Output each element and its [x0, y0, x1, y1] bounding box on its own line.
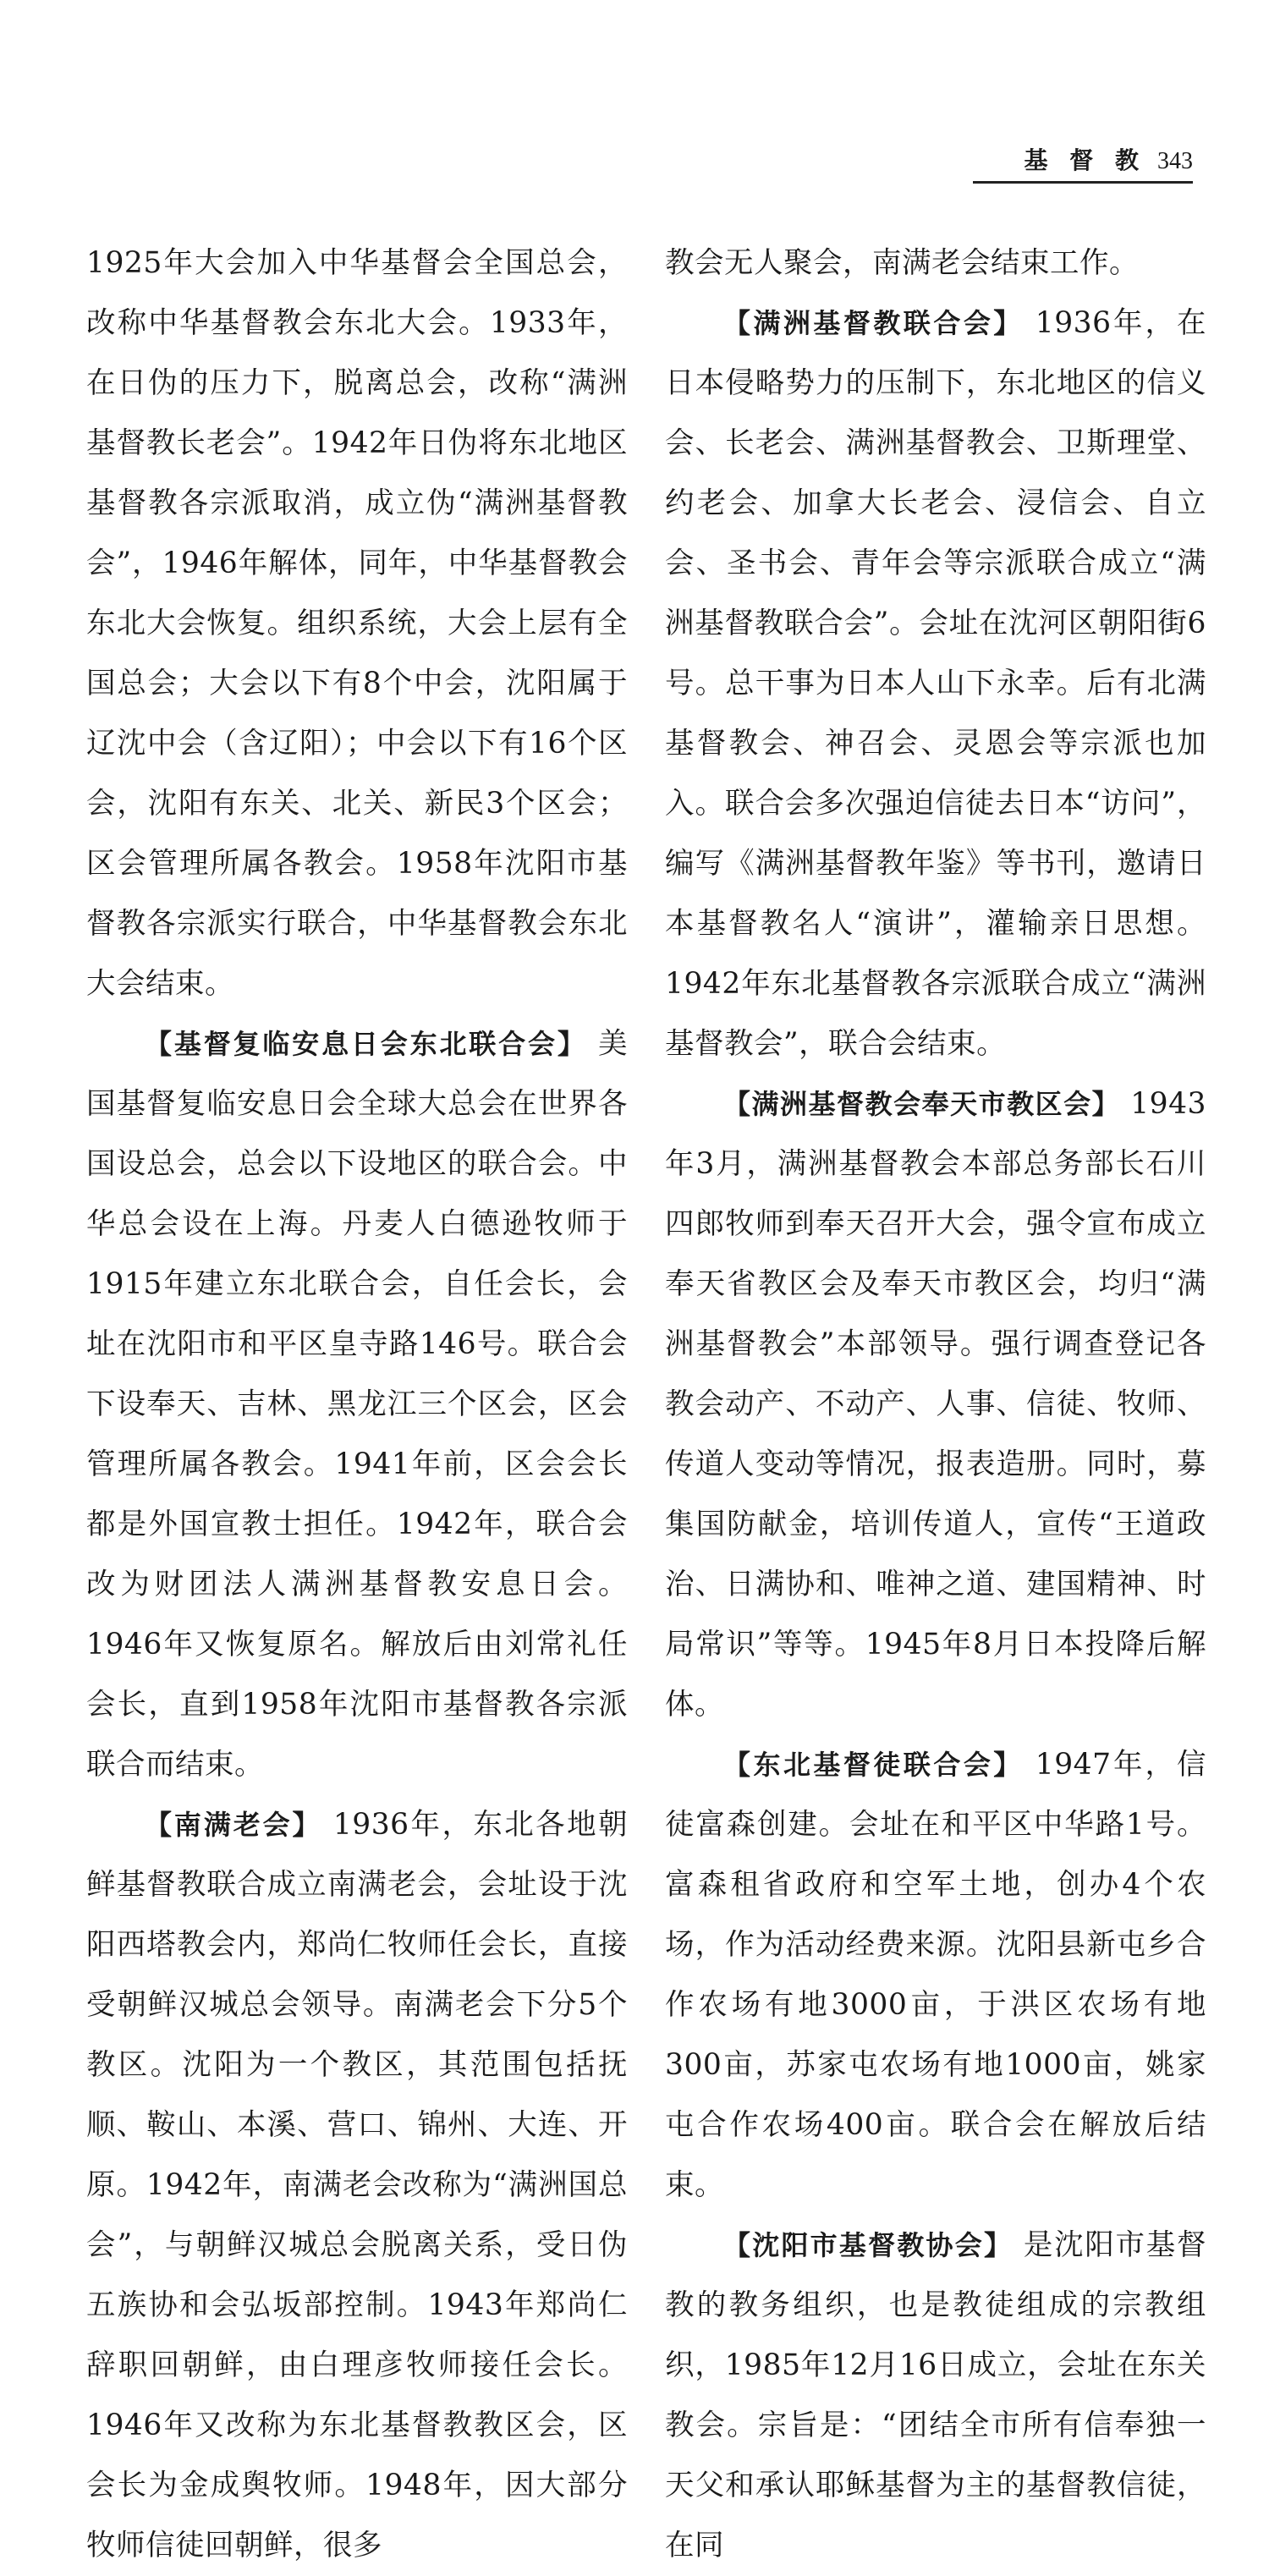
entry-text: 1947年，信徒富森创建。会址在和平区中华路1号。富森租省政府和空军土地，创办4个农场，作为活动经费来源。沈阳县新屯乡合作农场有地3000亩，于洪区农场有地300亩，苏家屯农场有地1000亩，姚家屯合作农场400亩。联合会在解放后结束。 — [665, 1748, 1206, 2202]
entry-heading: 【南满老会】 — [145, 1809, 322, 1841]
entry-text: 1943年3月，满洲基督教会本部总务部长石川四郎牧师到奉天召开大会，强令宣布成立奉天省教区会及奉天市教区会，均归“满洲基督教会”本部领导。强行调查登记各教会动产、不动产、人事、信徒、牧师、传道人变动等情况，报表造册。同时，募集国防献金，培训传道人，宣传“王道政治、日满协和、唯神之道、建国精神、时局常识”等等。1945年8月日本投降后解体。 — [665, 1087, 1206, 1722]
entry-text: 是沈阳市基督教的教务组织，也是教徒组成的宗教组织，1985年12月16日成立，会址在东关教会。宗旨是：“团结全市所有信奉独一天父和承认耶稣基督为主的基督教信徒，在同 — [665, 2228, 1206, 2562]
entry-northeast-christian-union — [665, 1735, 1206, 2216]
entry-text: 1936年，在日本侵略势力的压制下，东北地区的信义会、长老会、满洲基督教会、卫斯理堂、约老会、加拿大长老会、浸信会、自立会、圣书会、青年会等宗派联合成立“满洲基督教联合会”。会址在沈河区朝阳街6号。总干事为日本人山下永幸。后有北满基督教会、神召会、灵恩会等宗派也加入。联合会多次强迫信徒去日本“访问”，编写《满洲基督教年鉴》等书刊，邀请日本基督教名人“演讲”，灌输亲日思想。1942年东北基督教各宗派联合成立“满洲基督教会”，联合会结束。 — [665, 306, 1206, 1061]
continued-paragraph: 1925年大会加入中华基督会全国总会，改称中华基督教会东北大会。1933年，在日伪的压力下，脱离总会，改称“满洲基督教长老会”。1942年日伪将东北地区基督教各宗派取消，成立伪“满洲基督教会”，1946年解体，同年，中华基督教会东北大会恢复。组织系统，大会上层有全国总会；大会以下有8个中会，沈阳属于辽沈中会（含辽阳）；中会以下有16个区会，沈阳有东关、北关、新民3个区会；区会管理所属各教会。1958年沈阳市基督教各宗派实行联合，中华基督教会东北大会结束。 — [86, 246, 628, 1001]
entry-heading: 【沈阳市基督教协会】 — [723, 2229, 1014, 2261]
entry-manchuria-christian-federation — [665, 294, 1206, 1074]
entry-fengtian-district — [665, 1074, 1206, 1735]
entry-heading: 【满洲基督教联合会】 — [723, 307, 1024, 339]
entry-heading: 【基督复临安息日会东北联合会】 — [145, 1028, 587, 1060]
entry-sda-northeast — [86, 1014, 628, 1795]
entry-text: 美国基督复临安息日会全球大总会在世界各国设总会，总会以下设地区的联合会。中华总会设在上海。丹麦人白德逊牧师于1915年建立东北联合会，自任会长，会址在沈阳市和平区皇寺路146号。联合会下设奉天、吉林、黑龙江三个区会，区会管理所属各教会。1941年前，区会会长都是外国宣教士担任。1942年，联合会改为财团法人满洲基督教安息日会。1946年又恢复原名。解放后由刘常礼任会长，直到1958年沈阳市基督教各宗派联合而结束。 — [86, 1027, 628, 1782]
continued-paragraph: 教会无人聚会，南满老会结束工作。 — [665, 246, 1139, 280]
entry-shenyang-christian-council — [665, 2216, 1206, 2576]
entry-heading: 【满洲基督教会奉天市教区会】 — [723, 1088, 1121, 1120]
left-column — [86, 233, 628, 2576]
entry-text: 1936年，东北各地朝鲜基督教联合成立南满老会，会址设于沈阳西塔教会内，郑尚仁牧师任会长，直接受朝鲜汉城总会领导。南满老会下分5个教区。沈阳为一个教区，其范围包括抚顺、鞍山、本溪、营口、锦州、大连、开原。1942年，南满老会改称为“满洲国总会”，与朝鲜汉城总会脱离关系，受日伪五族协和会弘坂部控制。1943年郑尚仁辞职回朝鲜，由白理彦牧师接任会长。1946年又改称为东北基督教教区会，区会长为金成舆牧师。1948年，因大部分牧师信徒回朝鲜，很多 — [86, 1808, 628, 2562]
right-column — [665, 233, 1206, 2576]
entry-south-manchuria-presbytery — [86, 1795, 628, 2576]
running-header — [973, 142, 1193, 184]
entry-heading: 【东北基督徒联合会】 — [723, 1749, 1024, 1781]
page-number: 343 — [1157, 148, 1193, 174]
section-title: 基 督 教 — [1024, 146, 1145, 174]
